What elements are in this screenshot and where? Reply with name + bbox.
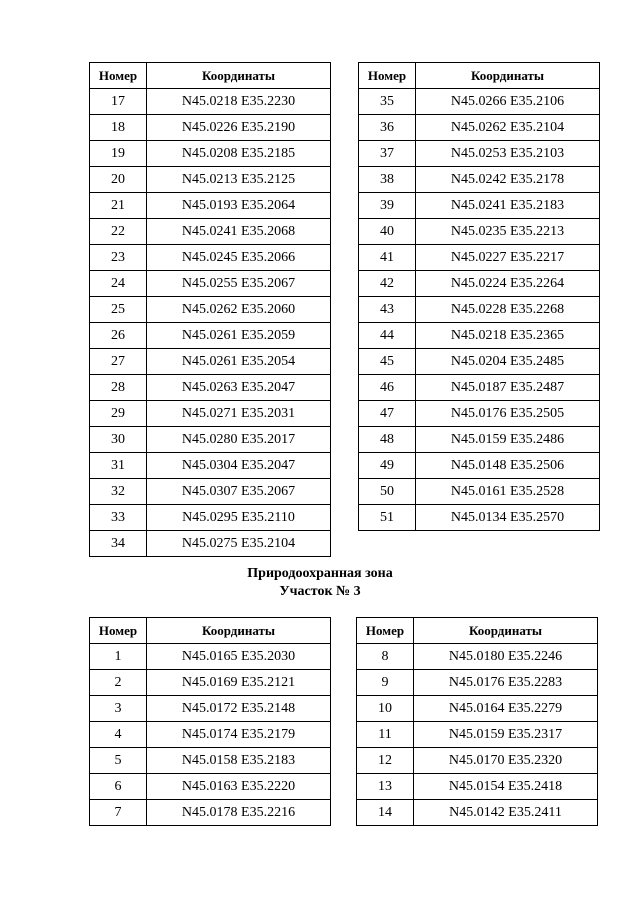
table-row — [90, 219, 331, 245]
table-row — [90, 644, 331, 670]
coordinates-cell: N45.0208 E35.2185 — [147, 141, 331, 167]
table-row — [359, 453, 600, 479]
coordinates-table-17-34 — [89, 62, 331, 557]
table-row — [90, 722, 331, 748]
point-number-cell: 41 — [359, 245, 416, 271]
point-number-cell: 21 — [90, 193, 147, 219]
table-row — [90, 800, 331, 826]
coordinates-cell: N45.0187 E35.2487 — [416, 375, 600, 401]
coordinates-cell: N45.0172 E35.2148 — [147, 696, 331, 722]
table-header-row — [357, 618, 598, 644]
point-number-cell: 30 — [90, 427, 147, 453]
table-row — [359, 193, 600, 219]
point-number-cell: 13 — [357, 774, 414, 800]
table-row — [357, 800, 598, 826]
coordinates-cell: N45.0165 E35.2030 — [147, 644, 331, 670]
table-row — [359, 349, 600, 375]
table-row — [90, 167, 331, 193]
table-row — [359, 479, 600, 505]
table-row — [90, 89, 331, 115]
coordinates-column-header: Координаты — [416, 63, 600, 89]
coordinates-cell: N45.0218 E35.2230 — [147, 89, 331, 115]
coordinates-cell: N45.0176 E35.2283 — [414, 670, 598, 696]
table-row — [359, 505, 600, 531]
number-column-header: Номер — [90, 63, 147, 89]
table-row — [90, 401, 331, 427]
point-number-cell: 12 — [357, 748, 414, 774]
coordinates-cell: N45.0176 E35.2505 — [416, 401, 600, 427]
table-row — [359, 297, 600, 323]
coordinates-cell: N45.0241 E35.2068 — [147, 219, 331, 245]
table-row — [359, 89, 600, 115]
point-number-cell: 9 — [357, 670, 414, 696]
coordinates-cell: N45.0307 E35.2067 — [147, 479, 331, 505]
table-header-row — [90, 618, 331, 644]
point-number-cell: 18 — [90, 115, 147, 141]
coordinates-table-1-7 — [89, 617, 331, 826]
point-number-cell: 44 — [359, 323, 416, 349]
table-row — [90, 245, 331, 271]
number-column-header: Номер — [357, 618, 414, 644]
table-row — [90, 375, 331, 401]
table-row — [90, 774, 331, 800]
coordinates-cell: N45.0262 E35.2104 — [416, 115, 600, 141]
coordinates-table-35-51 — [358, 62, 600, 531]
table-row — [359, 271, 600, 297]
coordinates-cell: N45.0142 E35.2411 — [414, 800, 598, 826]
table-row — [90, 271, 331, 297]
table-row — [357, 696, 598, 722]
table-row — [357, 748, 598, 774]
table-row — [359, 401, 600, 427]
point-number-cell: 5 — [90, 748, 147, 774]
coordinates-cell: N45.0242 E35.2178 — [416, 167, 600, 193]
table-row — [359, 323, 600, 349]
point-number-cell: 29 — [90, 401, 147, 427]
coordinates-table-8-14 — [356, 617, 598, 826]
point-number-cell: 37 — [359, 141, 416, 167]
table-row — [359, 141, 600, 167]
table-row — [90, 505, 331, 531]
coordinates-cell: N45.0174 E35.2179 — [147, 722, 331, 748]
point-number-cell: 42 — [359, 271, 416, 297]
coordinates-column-header: Координаты — [147, 63, 331, 89]
point-number-cell: 38 — [359, 167, 416, 193]
coordinates-cell: N45.0227 E35.2217 — [416, 245, 600, 271]
point-number-cell: 46 — [359, 375, 416, 401]
coordinates-cell: N45.0235 E35.2213 — [416, 219, 600, 245]
table-row — [90, 531, 331, 557]
point-number-cell: 33 — [90, 505, 147, 531]
table-row — [90, 696, 331, 722]
coordinates-cell: N45.0178 E35.2216 — [147, 800, 331, 826]
coordinates-cell: N45.0241 E35.2183 — [416, 193, 600, 219]
point-number-cell: 10 — [357, 696, 414, 722]
coordinates-cell: N45.0158 E35.2183 — [147, 748, 331, 774]
point-number-cell: 24 — [90, 271, 147, 297]
table-row — [90, 193, 331, 219]
point-number-cell: 43 — [359, 297, 416, 323]
point-number-cell: 7 — [90, 800, 147, 826]
table-row — [90, 115, 331, 141]
table-row — [359, 115, 600, 141]
coordinates-cell: N45.0164 E35.2279 — [414, 696, 598, 722]
point-number-cell: 31 — [90, 453, 147, 479]
number-column-header: Номер — [359, 63, 416, 89]
table-row — [90, 349, 331, 375]
table-row — [90, 141, 331, 167]
point-number-cell: 3 — [90, 696, 147, 722]
table-row — [359, 427, 600, 453]
table-row — [359, 375, 600, 401]
table-row — [90, 453, 331, 479]
coordinates-cell: N45.0169 E35.2121 — [147, 670, 331, 696]
table-row — [357, 644, 598, 670]
point-number-cell: 35 — [359, 89, 416, 115]
point-number-cell: 17 — [90, 89, 147, 115]
table-row — [359, 219, 600, 245]
coordinates-cell: N45.0253 E35.2103 — [416, 141, 600, 167]
coordinates-column-header: Координаты — [147, 618, 331, 644]
coordinates-cell: N45.0280 E35.2017 — [147, 427, 331, 453]
section-title: Природоохранная зона — [247, 566, 393, 581]
point-number-cell: 25 — [90, 297, 147, 323]
point-number-cell: 19 — [90, 141, 147, 167]
coordinates-cell: N45.0204 E35.2485 — [416, 349, 600, 375]
table-header-row — [90, 63, 331, 89]
coordinates-cell: N45.0261 E35.2059 — [147, 323, 331, 349]
point-number-cell: 20 — [90, 167, 147, 193]
coordinates-cell: N45.0218 E35.2365 — [416, 323, 600, 349]
point-number-cell: 51 — [359, 505, 416, 531]
coordinates-cell: N45.0266 E35.2106 — [416, 89, 600, 115]
coordinates-cell: N45.0263 E35.2047 — [147, 375, 331, 401]
point-number-cell: 34 — [90, 531, 147, 557]
coordinates-cell: N45.0295 E35.2110 — [147, 505, 331, 531]
point-number-cell: 11 — [357, 722, 414, 748]
point-number-cell: 45 — [359, 349, 416, 375]
table-row — [359, 245, 600, 271]
coordinates-cell: N45.0224 E35.2264 — [416, 271, 600, 297]
table-row — [357, 774, 598, 800]
table-header-row — [359, 63, 600, 89]
table-row — [359, 167, 600, 193]
point-number-cell: 28 — [90, 375, 147, 401]
coordinates-cell: N45.0154 E35.2418 — [414, 774, 598, 800]
table-row — [90, 427, 331, 453]
table-row — [90, 479, 331, 505]
point-number-cell: 36 — [359, 115, 416, 141]
point-number-cell: 50 — [359, 479, 416, 505]
point-number-cell: 14 — [357, 800, 414, 826]
point-number-cell: 23 — [90, 245, 147, 271]
point-number-cell: 47 — [359, 401, 416, 427]
point-number-cell: 4 — [90, 722, 147, 748]
table-row — [357, 722, 598, 748]
coordinates-cell: N45.0159 E35.2317 — [414, 722, 598, 748]
coordinates-cell: N45.0134 E35.2570 — [416, 505, 600, 531]
point-number-cell: 40 — [359, 219, 416, 245]
coordinates-cell: N45.0245 E35.2066 — [147, 245, 331, 271]
coordinates-cell: N45.0275 E35.2104 — [147, 531, 331, 557]
coordinates-cell: N45.0180 E35.2246 — [414, 644, 598, 670]
number-column-header: Номер — [90, 618, 147, 644]
coordinates-cell: N45.0161 E35.2528 — [416, 479, 600, 505]
coordinates-cell: N45.0159 E35.2486 — [416, 427, 600, 453]
point-number-cell: 39 — [359, 193, 416, 219]
point-number-cell: 49 — [359, 453, 416, 479]
point-number-cell: 48 — [359, 427, 416, 453]
table-row — [90, 297, 331, 323]
coordinates-column-header: Координаты — [414, 618, 598, 644]
coordinates-cell: N45.0255 E35.2067 — [147, 271, 331, 297]
coordinates-cell: N45.0228 E35.2268 — [416, 297, 600, 323]
point-number-cell: 2 — [90, 670, 147, 696]
coordinates-cell: N45.0170 E35.2320 — [414, 748, 598, 774]
table-row — [90, 748, 331, 774]
point-number-cell: 22 — [90, 219, 147, 245]
section-subtitle: Участок № 3 — [279, 584, 361, 599]
point-number-cell: 1 — [90, 644, 147, 670]
point-number-cell: 6 — [90, 774, 147, 800]
coordinates-cell: N45.0262 E35.2060 — [147, 297, 331, 323]
point-number-cell: 27 — [90, 349, 147, 375]
coordinates-cell: N45.0261 E35.2054 — [147, 349, 331, 375]
table-row — [357, 670, 598, 696]
table-row — [90, 323, 331, 349]
point-number-cell: 32 — [90, 479, 147, 505]
point-number-cell: 26 — [90, 323, 147, 349]
coordinates-cell: N45.0271 E35.2031 — [147, 401, 331, 427]
coordinates-cell: N45.0226 E35.2190 — [147, 115, 331, 141]
coordinates-cell: N45.0213 E35.2125 — [147, 167, 331, 193]
coordinates-cell: N45.0148 E35.2506 — [416, 453, 600, 479]
table-row — [90, 670, 331, 696]
coordinates-cell: N45.0193 E35.2064 — [147, 193, 331, 219]
coordinates-cell: N45.0163 E35.2220 — [147, 774, 331, 800]
point-number-cell: 8 — [357, 644, 414, 670]
coordinates-cell: N45.0304 E35.2047 — [147, 453, 331, 479]
